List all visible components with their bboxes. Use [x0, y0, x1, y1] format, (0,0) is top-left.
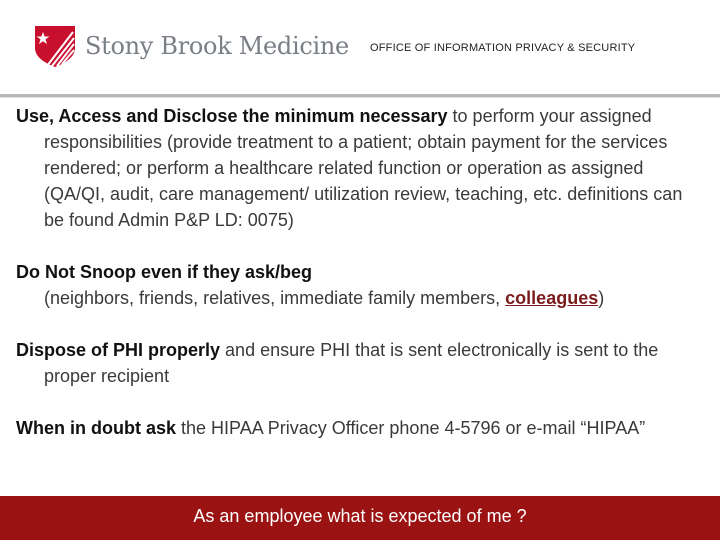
brand-name: Stony Brook Medicine — [85, 32, 349, 60]
item-heading: Dispose of PHI properly — [16, 340, 221, 360]
item-text: the HIPAA Privacy Officer phone 4-5796 or e-mail “HIPAA” — [176, 418, 646, 438]
item-heading: Do Not Snoop even if they ask/beg — [16, 262, 313, 282]
header — [0, 0, 720, 96]
item-text: and ensure PHI that is sent electronically is sent to the proper recipient — [44, 340, 659, 386]
office-title: OFFICE OF INFORMATION PRIVACY & SECURITY — [370, 42, 636, 54]
list-item — [16, 259, 706, 311]
item-heading: Use, Access and Disclose the minimum necessary — [16, 106, 448, 126]
footer-banner — [0, 496, 720, 540]
item-text-end: ) — [598, 288, 605, 308]
shield-icon — [33, 24, 77, 68]
footer-question: As an employee what is expected of me ? — [193, 506, 527, 526]
brand-logo[interactable] — [33, 24, 349, 68]
list-item — [16, 103, 706, 233]
header-divider-shadow — [0, 97, 720, 98]
expectations-list — [16, 103, 706, 441]
highlight-word: colleagues — [505, 288, 599, 308]
item-heading: When in doubt ask — [16, 418, 176, 438]
list-item — [16, 337, 706, 389]
list-item — [16, 415, 706, 441]
item-text: to perform your assigned responsibilities (provide treatment to a patient; obtain payment for the services rendered; or perform a healthcare related function or operation as assigned (QA/QI, audit, care management/ utilization review, teaching, etc. definitions can be found Admin P&P LD: 0075) — [44, 106, 683, 230]
item-text: (neighbors, friends, relatives, immediate family members, — [44, 288, 506, 308]
